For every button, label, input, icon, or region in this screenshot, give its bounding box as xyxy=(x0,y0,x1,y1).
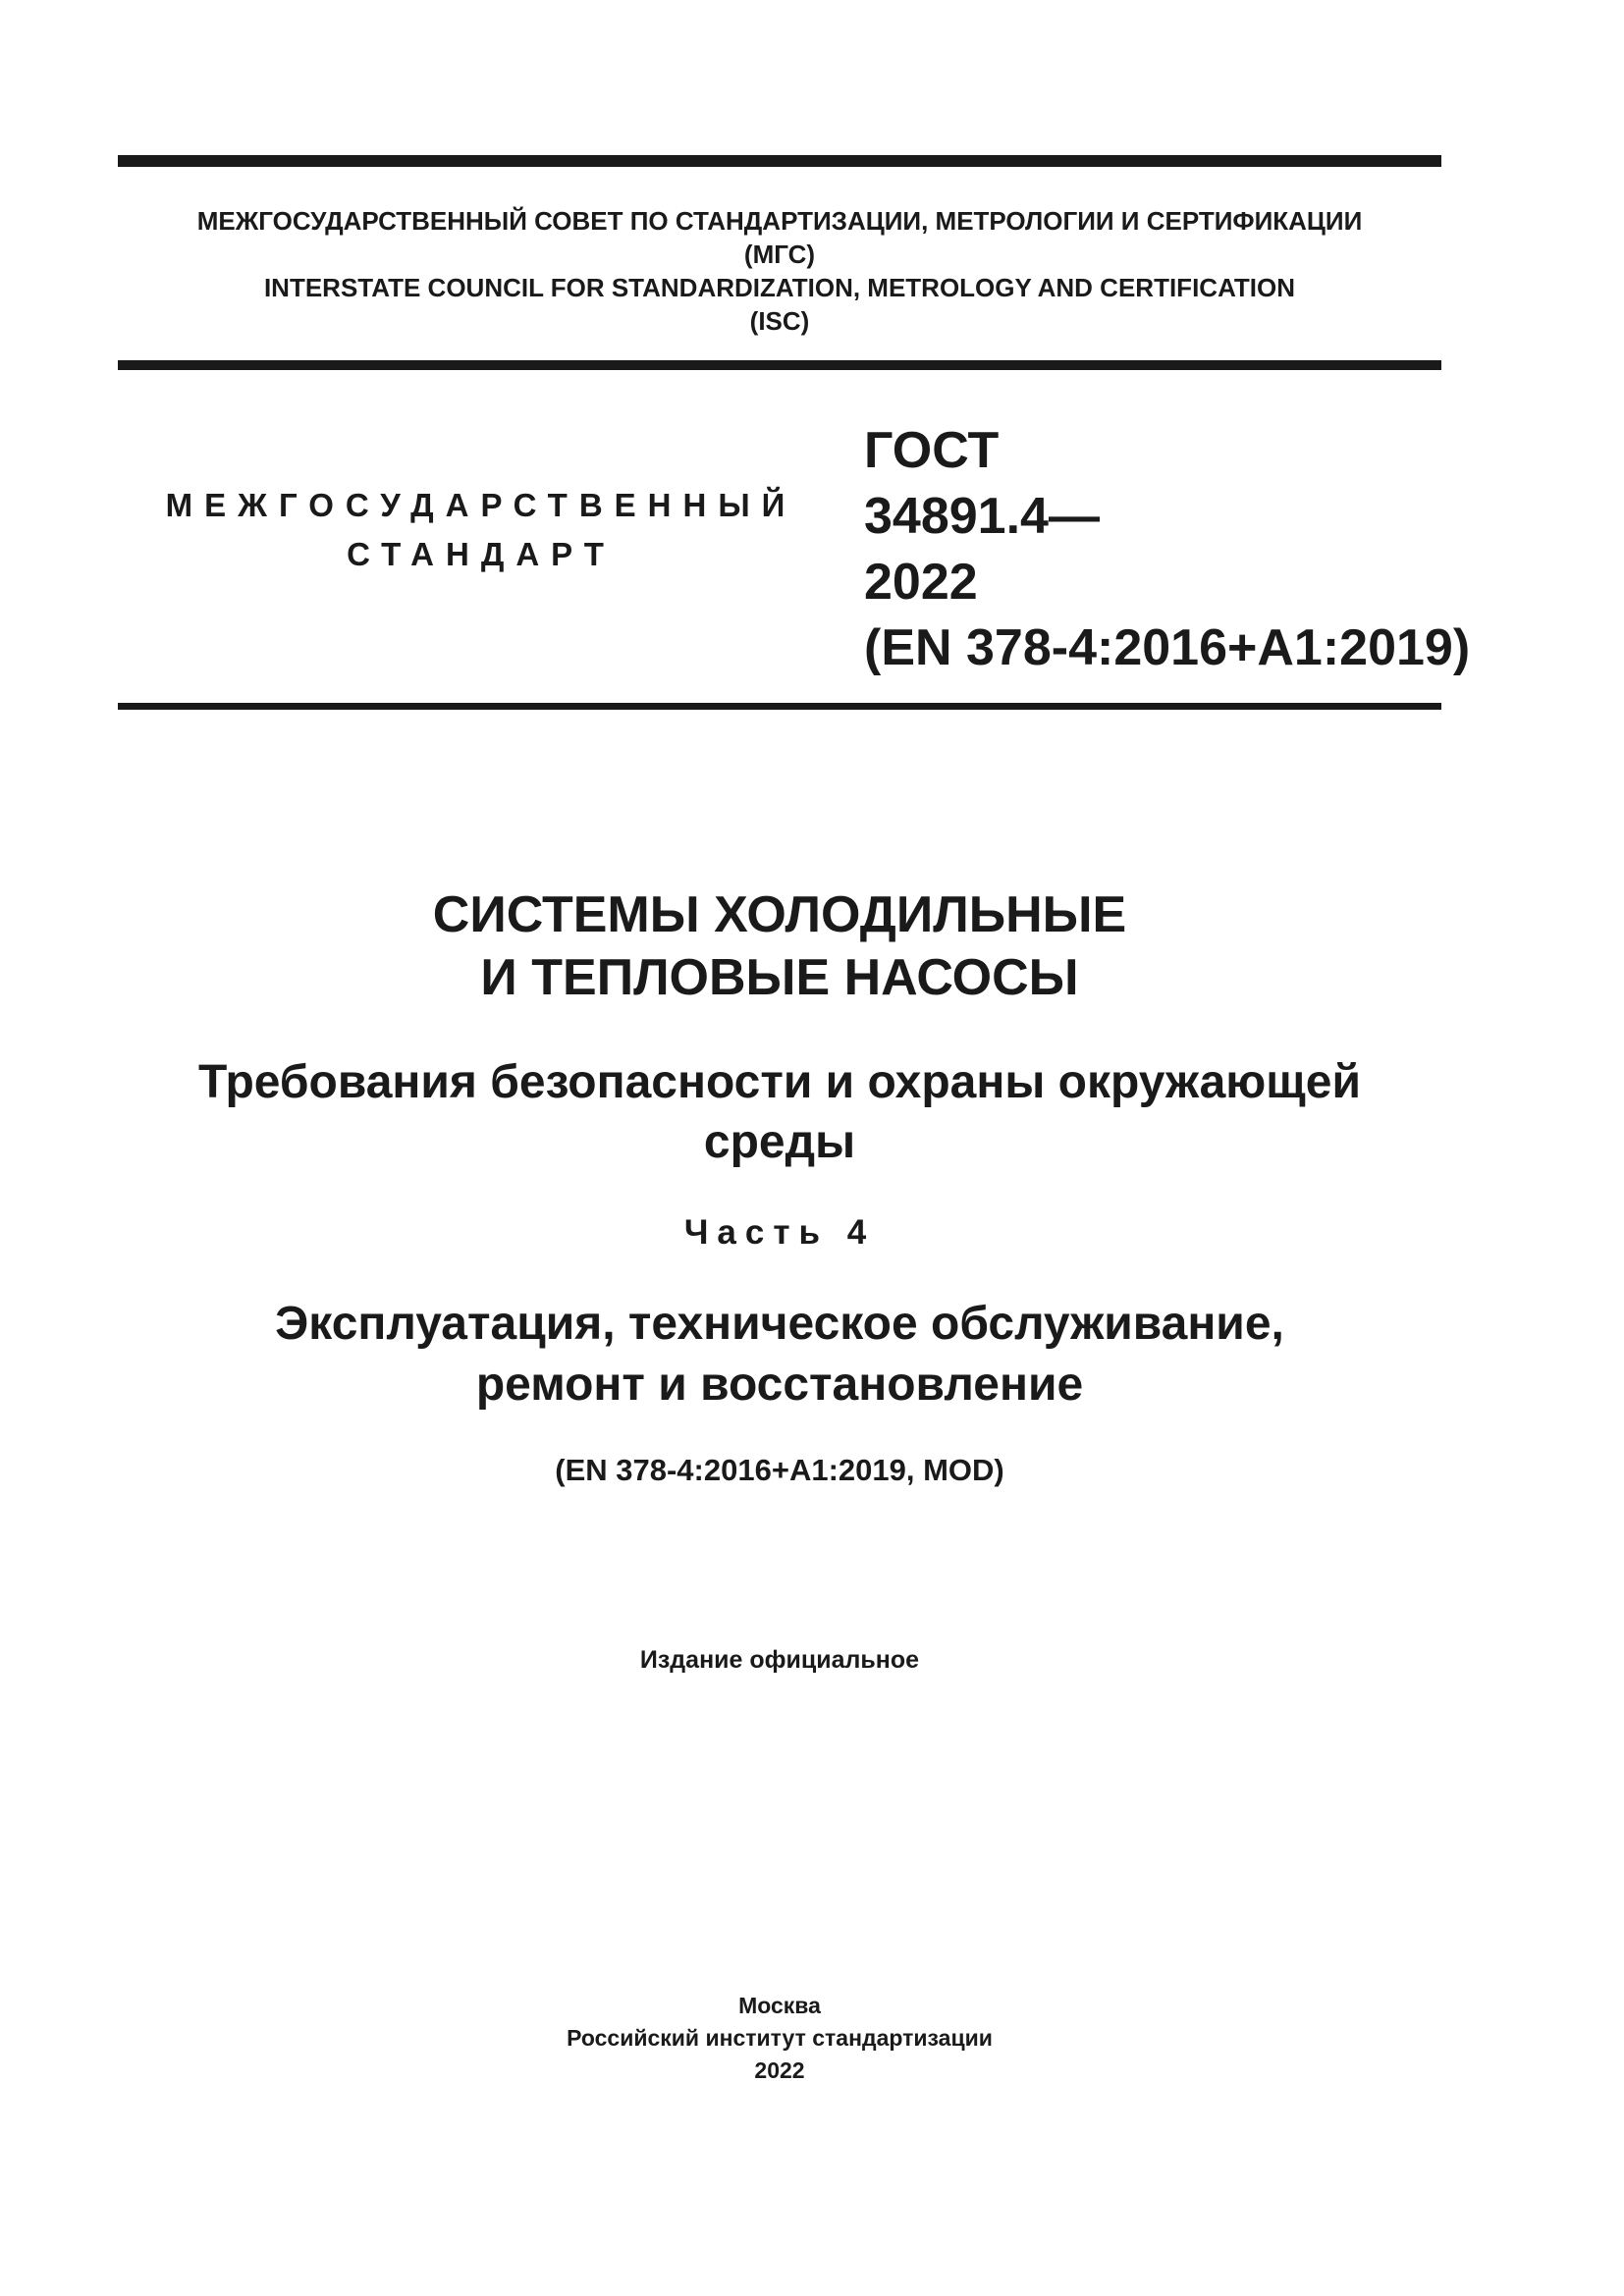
council-ru-abbr: (МГС) xyxy=(743,240,816,269)
part-title-line2: ремонт и восстановление xyxy=(475,1359,1084,1411)
document-title xyxy=(118,883,1441,1009)
standard-kind-line1: МЕЖГОСУДАРСТВЕННЫЙ xyxy=(165,487,797,523)
council-header xyxy=(118,204,1441,338)
document-subtitle xyxy=(118,1052,1441,1172)
council-en-abbr: (ISC) xyxy=(749,306,810,336)
reference-text: (EN 378-4:2016+A1:2019, MOD) xyxy=(555,1453,1004,1487)
publisher-institute: Российский институт стандартизации xyxy=(567,2025,993,2051)
reference-standard xyxy=(118,1451,1441,1490)
title-line2: И ТЕПЛОВЫЕ НАСОСЫ xyxy=(480,949,1079,1006)
standard-kind xyxy=(147,481,815,579)
top-rule xyxy=(118,155,1441,167)
publisher-city: Москва xyxy=(738,1993,821,2018)
designation-line3: 2022 xyxy=(864,554,978,611)
designation-line4: (EN 378-4:2016+A1:2019) xyxy=(864,619,1471,676)
edition-note xyxy=(118,1643,1441,1677)
bottom-rule xyxy=(118,703,1441,710)
standard-designation xyxy=(864,418,1470,681)
part-label: Часть 4 xyxy=(683,1213,876,1252)
designation-line2: 34891.4— xyxy=(864,488,1100,545)
council-en-name: INTERSTATE COUNCIL FOR STANDARDIZATION, METROLOGY AND CERTIFICATION xyxy=(263,273,1296,302)
designation-line1: ГОСТ xyxy=(864,422,1000,479)
subtitle-line2: среды xyxy=(703,1116,856,1168)
part-title-line1: Эксплуатация, техническое обслуживание, xyxy=(275,1298,1284,1350)
middle-rule xyxy=(118,360,1441,370)
standard-kind-line2: СТАНДАРТ xyxy=(347,536,616,572)
publisher-year: 2022 xyxy=(754,2057,805,2083)
publisher-block xyxy=(118,1990,1441,2087)
part-number xyxy=(118,1211,1441,1255)
edition-text: Издание официальное xyxy=(639,1646,920,1674)
subtitle-line1: Требования безопасности и охраны окружающей xyxy=(197,1056,1361,1108)
council-ru-name: МЕЖГОСУДАРСТВЕННЫЙ СОВЕТ ПО СТАНДАРТИЗАЦИИ, МЕТРОЛОГИИ И СЕРТИФИКАЦИИ xyxy=(196,206,1363,236)
part-title xyxy=(118,1294,1441,1415)
title-line1: СИСТЕМЫ ХОЛОДИЛЬНЫЕ xyxy=(432,886,1127,943)
